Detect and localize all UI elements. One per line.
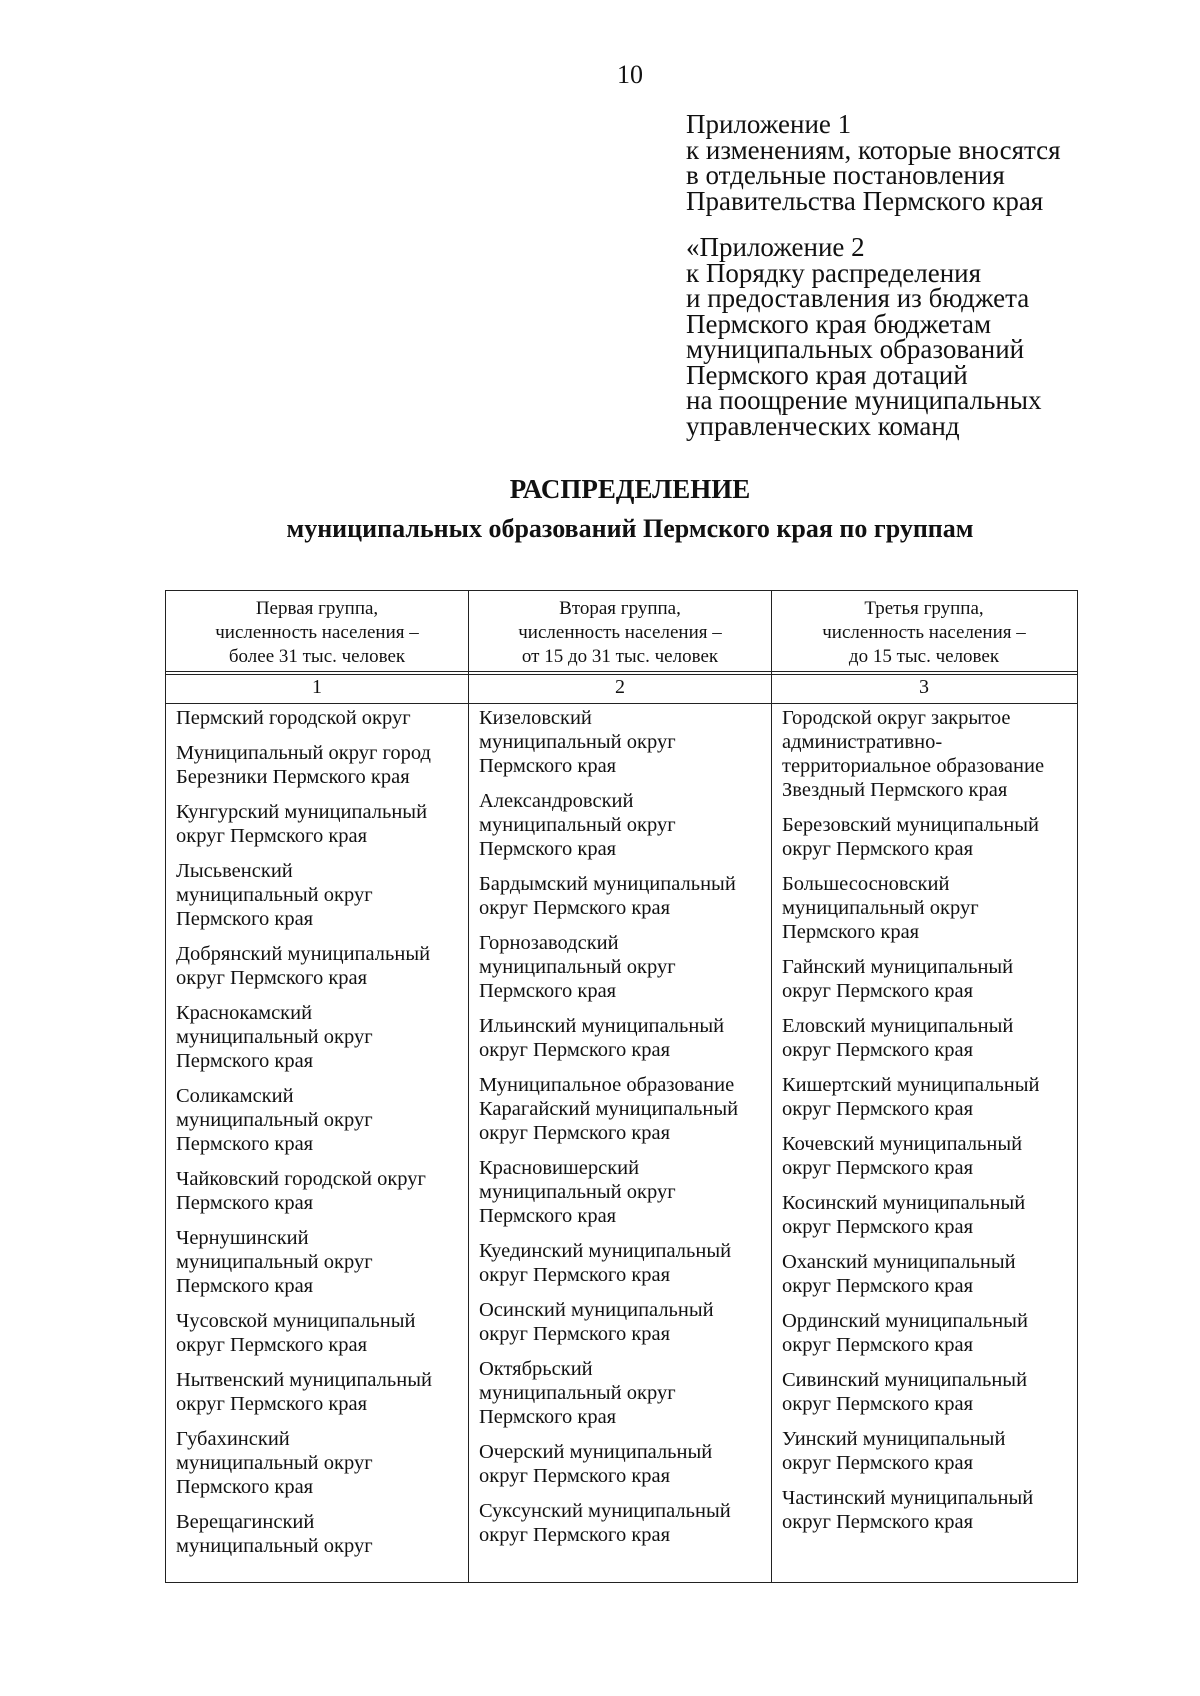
- municipality-name-line: муниципальный округ: [479, 731, 676, 753]
- municipality-name-line: Нытвенский муниципальный: [176, 1369, 432, 1391]
- header-line: от 15 до 31 тыс. человек: [521, 646, 719, 667]
- municipality-name-line: Уинский муниципальный: [782, 1428, 1006, 1450]
- header-divider: [166, 671, 1077, 672]
- municipality-entry: [176, 706, 466, 730]
- municipality-name-line: Губахинский: [176, 1428, 290, 1450]
- municipality-entry: [782, 1309, 1074, 1357]
- municipality-name-line: округ Пермского края: [176, 1334, 368, 1356]
- municipality-name-line: Карагайский муниципальный: [479, 1098, 739, 1120]
- municipality-name-line: округ Пермского края: [782, 980, 974, 1002]
- municipality-entry: [782, 1486, 1074, 1534]
- municipality-name-line: муниципальный округ: [176, 1535, 373, 1557]
- municipality-entry: [479, 1156, 769, 1228]
- municipality-name-line: Городской округ закрытое: [782, 707, 1011, 729]
- document-subtitle: муниципальных образований Пермского края по группам: [286, 514, 974, 543]
- municipality-name-line: Пермского края: [479, 980, 617, 1002]
- municipality-entry: [782, 1427, 1074, 1475]
- annex-1-heading: [686, 109, 1186, 216]
- header-divider: [166, 674, 1077, 675]
- municipality-name-line: округ Пермского края: [782, 1039, 974, 1061]
- municipality-entry: [782, 706, 1074, 802]
- municipality-entry: [479, 1298, 769, 1346]
- municipality-entry: [782, 813, 1074, 861]
- municipality-entry: [176, 741, 466, 789]
- header-line: численность населения –: [518, 622, 722, 643]
- header-line: Вторая группа,: [559, 598, 681, 619]
- municipality-name-line: муниципальный округ: [176, 1251, 373, 1273]
- document-title: РАСПРЕДЕЛЕНИЕ: [509, 474, 751, 504]
- municipality-entry: [176, 942, 466, 990]
- municipality-name-line: Пермского края: [176, 1133, 314, 1155]
- municipality-name-line: муниципальный округ: [479, 814, 676, 836]
- annex-1-line: Правительства Пермского края: [686, 185, 1044, 216]
- column-number-2: 2: [615, 676, 625, 698]
- municipality-name-line: округ Пермского края: [782, 1511, 974, 1533]
- municipality-name-line: Пермского края: [176, 1275, 314, 1297]
- annex-2-line: управленческих команд: [686, 410, 960, 441]
- municipality-name-line: территориальное образование: [782, 755, 1045, 777]
- municipality-name-line: Кочевский муниципальный: [782, 1133, 1023, 1155]
- municipality-entry: [176, 1309, 466, 1357]
- municipality-entry: [782, 1368, 1074, 1416]
- municipality-name-line: округ Пермского края: [479, 1524, 671, 1546]
- municipality-name-line: Большесосновский: [782, 873, 950, 895]
- annex-2-line: на поощрение муниципальных: [686, 385, 1042, 415]
- municipality-name-line: округ Пермского края: [782, 1157, 974, 1179]
- municipality-entry: [782, 1014, 1074, 1062]
- municipality-entry: [479, 1357, 769, 1429]
- municipality-name-line: Краснокамский: [176, 1002, 313, 1024]
- municipality-name-line: муниципальный округ: [176, 1452, 373, 1474]
- municipality-entry: [176, 800, 466, 848]
- municipality-entry: [479, 789, 769, 861]
- municipality-name-line: Ординский муниципальный: [782, 1310, 1028, 1332]
- municipality-name-line: Чайковский городской округ: [176, 1168, 426, 1190]
- groups-table: [165, 590, 1078, 1583]
- municipality-name-line: Пермского края: [479, 838, 617, 860]
- municipality-name-line: Пермского края: [479, 1205, 617, 1227]
- municipality-entry: [176, 1226, 466, 1298]
- municipality-name-line: Красновишерский: [479, 1157, 640, 1179]
- municipality-name-line: Кунгурский муниципальный: [176, 801, 428, 823]
- municipality-entry: [479, 1239, 769, 1287]
- municipality-name-line: округ Пермского края: [782, 1216, 974, 1238]
- municipality-entry: [176, 859, 466, 931]
- municipality-name-line: Пермского края: [782, 921, 920, 943]
- municipality-entry: [176, 1084, 466, 1156]
- municipality-name-line: Лысьвенский: [176, 860, 293, 882]
- municipality-name-line: административно-: [782, 731, 943, 753]
- municipality-name-line: муниципальный округ: [782, 897, 979, 919]
- municipality-name-line: Добрянский муниципальный: [176, 943, 431, 965]
- annex-2-line: к Порядку распределения: [686, 257, 982, 288]
- annex-1-line: к изменениям, которые вносятся: [686, 134, 1061, 165]
- municipality-entry: [479, 1440, 769, 1488]
- municipality-entry: [479, 706, 769, 778]
- municipality-name-line: Оханский муниципальный: [782, 1251, 1016, 1273]
- municipality-name-line: Чернушинский: [176, 1227, 309, 1249]
- municipality-name-line: округ Пермского края: [782, 838, 974, 860]
- column-number-1: 1: [312, 676, 322, 698]
- number-row-divider: [166, 703, 1077, 704]
- annex-2-heading: [686, 232, 1186, 441]
- municipality-name-line: муниципальный округ: [479, 1382, 676, 1404]
- header-line: численность населения –: [822, 622, 1026, 643]
- municipality-name-line: Осинский муниципальный: [479, 1299, 714, 1321]
- municipality-name-line: Ильинский муниципальный: [479, 1015, 725, 1037]
- municipality-name-line: Кишертский муниципальный: [782, 1074, 1040, 1096]
- column-header-1: [166, 597, 468, 669]
- municipality-name-line: Октябрьский: [479, 1358, 593, 1380]
- municipality-entry: [176, 1427, 466, 1499]
- municipality-name-line: Пермского края: [479, 755, 617, 777]
- column-header-2: [469, 597, 771, 669]
- municipality-name-line: Частинский муниципальный: [782, 1487, 1034, 1509]
- municipality-name-line: муниципальный округ: [479, 956, 676, 978]
- annex-2-line: муниципальных образований: [686, 334, 1025, 364]
- annex-1-line: Приложение 1: [686, 109, 852, 139]
- municipality-entry: [176, 1167, 466, 1215]
- municipality-name-line: Пермский городской округ: [176, 707, 411, 729]
- municipality-entry: [782, 1073, 1074, 1121]
- municipality-name-line: округ Пермского края: [782, 1098, 974, 1120]
- header-line: Третья группа,: [864, 598, 984, 619]
- municipality-name-line: округ Пермского края: [782, 1334, 974, 1356]
- municipality-name-line: округ Пермского края: [176, 967, 368, 989]
- municipality-entry: [782, 1191, 1074, 1239]
- municipality-name-line: Очерский муниципальный: [479, 1441, 713, 1463]
- column-number-3: 3: [919, 676, 929, 698]
- municipality-name-line: муниципальный округ: [176, 884, 373, 906]
- municipality-name-line: Сивинский муниципальный: [782, 1369, 1028, 1391]
- header-line: численность населения –: [215, 622, 419, 643]
- annex-1-line: в отдельные постановления: [686, 160, 1005, 190]
- municipality-name-line: Пермского края: [176, 1476, 314, 1498]
- municipality-name-line: Чусовской муниципальный: [176, 1310, 416, 1332]
- municipality-name-line: Александровский: [479, 790, 634, 812]
- municipality-name-line: Косинский муниципальный: [782, 1192, 1026, 1214]
- municipality-name-line: округ Пермского края: [479, 1264, 671, 1286]
- municipality-name-line: округ Пермского края: [176, 825, 368, 847]
- column-divider: [468, 591, 469, 1582]
- municipality-name-line: Горнозаводский: [479, 932, 619, 954]
- header-line: более 31 тыс. человек: [228, 646, 406, 667]
- municipality-name-line: Пермского края: [176, 1192, 314, 1214]
- municipality-entry: [176, 1368, 466, 1416]
- municipality-name-line: Соликамский: [176, 1085, 294, 1107]
- municipality-entry: [479, 872, 769, 920]
- municipality-name-line: Кизеловский: [479, 707, 592, 729]
- municipality-entry: [479, 1499, 769, 1547]
- annex-2-line: и предоставления из бюджета: [686, 283, 1030, 313]
- municipality-entry: [782, 872, 1074, 944]
- municipality-name-line: Пермского края: [176, 908, 314, 930]
- municipality-name-line: Верещагинский: [176, 1511, 315, 1533]
- municipality-name-line: Еловский муниципальный: [782, 1015, 1014, 1037]
- municipality-entry: [176, 1510, 466, 1558]
- municipality-name-line: округ Пермского края: [479, 1465, 671, 1487]
- municipality-entry: [479, 1073, 769, 1145]
- municipality-name-line: Муниципальный округ город: [176, 742, 431, 764]
- annex-2-line: Пермского края бюджетам: [686, 308, 992, 339]
- municipality-name-line: округ Пермского края: [782, 1275, 974, 1297]
- group-1-column: [176, 706, 466, 1569]
- column-header-3: [772, 597, 1076, 669]
- municipality-name-line: Пермского края: [479, 1406, 617, 1428]
- municipality-name-line: Муниципальное образование: [479, 1074, 735, 1096]
- municipality-entry: [782, 955, 1074, 1003]
- municipality-name-line: округ Пермского края: [782, 1393, 974, 1415]
- annex-2-line: «Приложение 2: [686, 232, 865, 262]
- annex-2-line: Пермского края дотаций: [686, 359, 968, 390]
- municipality-entry: [479, 1014, 769, 1062]
- header-line: Первая группа,: [255, 598, 379, 619]
- municipality-entry: [782, 1132, 1074, 1180]
- municipality-name-line: округ Пермского края: [479, 1039, 671, 1061]
- municipality-name-line: Звездный Пермского края: [782, 779, 1008, 801]
- column-divider: [771, 591, 772, 1582]
- municipality-name-line: муниципальный округ: [479, 1181, 676, 1203]
- municipality-name-line: Бардымский муниципальный: [479, 873, 736, 895]
- municipality-name-line: Суксунский муниципальный: [479, 1500, 731, 1522]
- municipality-name-line: муниципальный округ: [176, 1026, 373, 1048]
- group-3-column: [782, 706, 1074, 1545]
- municipality-name-line: Куединский муниципальный: [479, 1240, 732, 1262]
- municipality-name-line: Пермского края: [176, 1050, 314, 1072]
- page-number: 10: [617, 60, 643, 89]
- municipality-name-line: муниципальный округ: [176, 1109, 373, 1131]
- municipality-name-line: округ Пермского края: [176, 1393, 368, 1415]
- municipality-entry: [479, 931, 769, 1003]
- municipality-name-line: округ Пермского края: [479, 1122, 671, 1144]
- municipality-name-line: округ Пермского края: [782, 1452, 974, 1474]
- municipality-name-line: Березники Пермского края: [176, 766, 410, 788]
- group-2-column: [479, 706, 769, 1558]
- municipality-name-line: округ Пермского края: [479, 1323, 671, 1345]
- municipality-name-line: округ Пермского края: [479, 897, 671, 919]
- municipality-entry: [176, 1001, 466, 1073]
- header-line: до 15 тыс. человек: [848, 646, 1000, 667]
- municipality-name-line: Березовский муниципальный: [782, 814, 1040, 836]
- municipality-entry: [782, 1250, 1074, 1298]
- municipality-name-line: Гайнский муниципальный: [782, 956, 1014, 978]
